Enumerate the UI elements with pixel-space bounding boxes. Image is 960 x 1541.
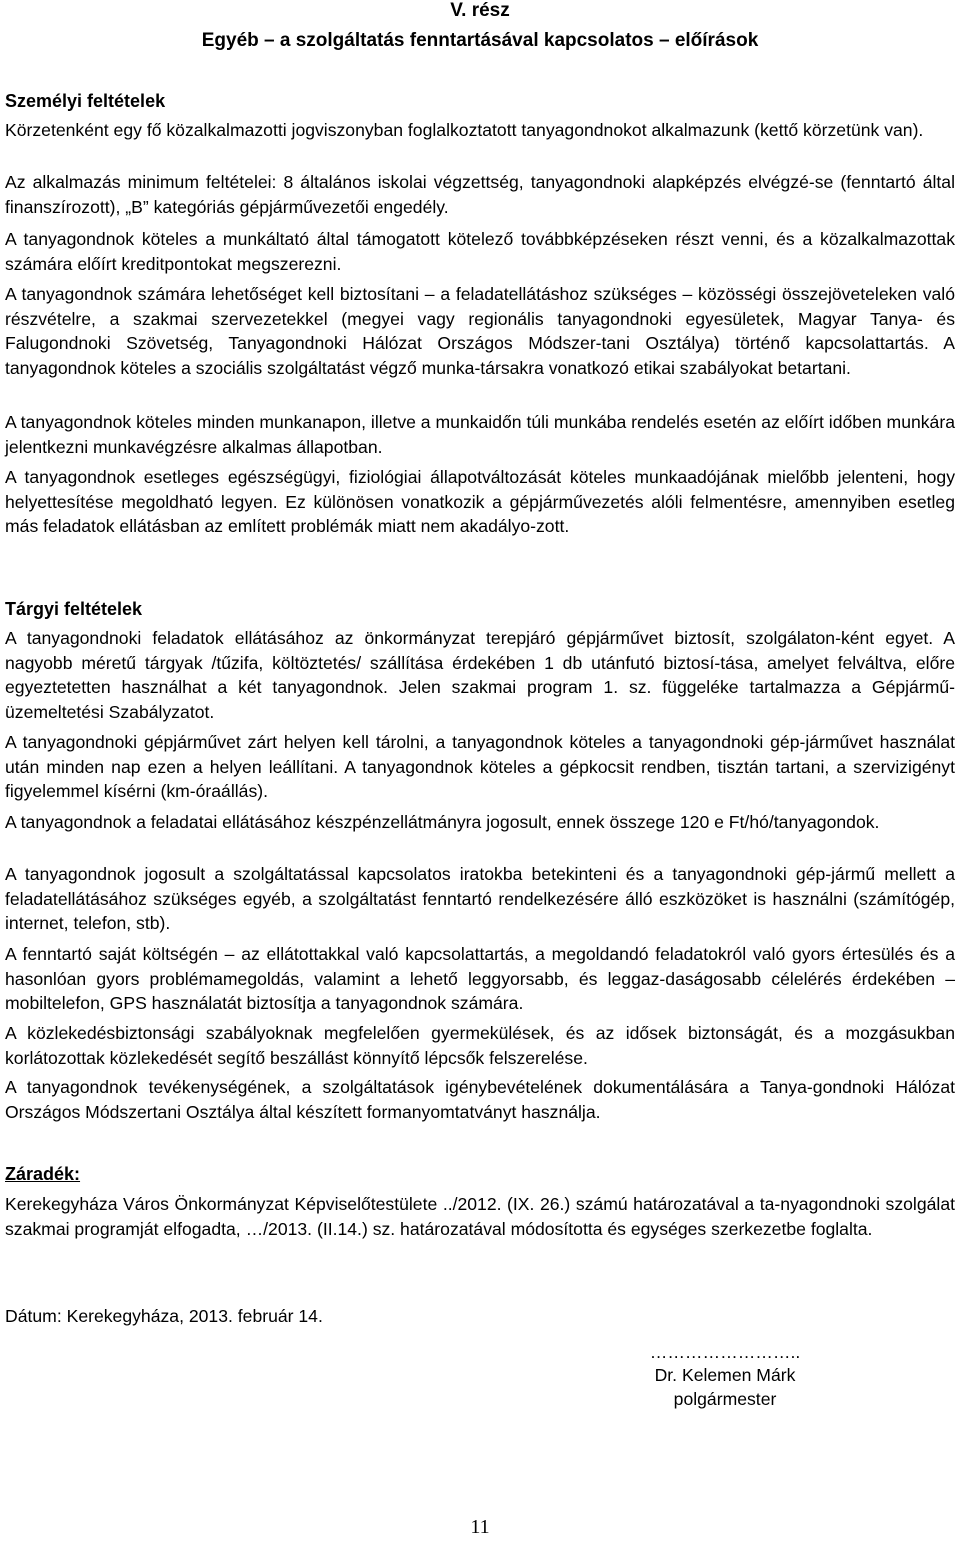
section-heading-clause: Záradék: xyxy=(5,1164,81,1184)
page-title: Egyéb – a szolgáltatás fenntartásával kapcsolatos – előírások xyxy=(201,30,759,51)
signatory-name: Dr. Kelemen Márk xyxy=(654,1365,796,1385)
paragraph: A tanyagondnok a feladatai ellátásához készpénzellátmányra jogosult, ennek összege 120 e Ft/hó/tanyagondok. xyxy=(5,812,880,832)
paragraph: A közlekedésbiztonsági szabályoknak megfelelően gyermekülések, és az idősek biztonságát, és a mozgásukban korlátozottak közlekedését segítő beszállást könnyítő lépcsők felszerelése. xyxy=(5,1023,955,1068)
signature-line: …………………….. xyxy=(649,1342,801,1362)
paragraph: A tanyagondnok számára lehetőséget kell biztosítani – a feladatellátáshoz szükséges – közösségi összejöveteleken való részvételre, a szakmai szervezetekkel (megyei vagy regionális tanyagondnoki egyesületek, Magyar Tanya- és Falugondnoki Szövetség, Tanyagondnoki Hálózat Országos Módszer-tani Osztálya) történő kapcsolattartás. A tanyagondnok köteles a szociális szolgáltatást végző munka-társakra vonatkozó etikai szabályokat betartani. xyxy=(5,284,955,378)
paragraph: A tanyagondnok köteles a munkáltató által támogatott kötelező továbbképzéseken részt venni, és a közalkalmazottak számára előírt kreditpontokat megszerezni. xyxy=(5,229,955,274)
date-line: Dátum: Kerekegyháza, 2013. február 14. xyxy=(5,1306,323,1326)
paragraph: A fenntartó saját költségén – az ellátottakkal való kapcsolattartás, a megoldandó feladatokról való gyors értesülés és a hasonlóan gyors problémamegoldás, valamint a lehető leggyorsabb, és leggaz-daságosabb célelérés érdekében – mobiltelefon, GPS használatát biztosítja a tanyagondnok számára. xyxy=(5,944,955,1013)
paragraph: A tanyagondnok esetleges egészségügyi, fiziológiai állapotváltozását köteles munkaadójának mielőbb jelenteni, hogy helyettesítése megoldható legyen. Ez különösen vonatkozik a gépjárművezetés alóli felmentésre, amennyiben esetleg más feladatok ellátásban az említett problémák miatt nem akadályo-zott. xyxy=(5,467,955,536)
paragraph: A tanyagondnok köteles minden munkanapon, illetve a munkaidőn túli munkába rendelés esetén az előírt időben munkára jelentkezni munkavégzésre alkalmas állapotban. xyxy=(5,412,955,457)
paragraph: Az alkalmazás minimum feltételei: 8 általános iskolai végzettség, tanyagondnoki alapképzés elvégzé-se (fenntartó által finanszírozott), „B” kategóriás gépjárművezetői engedély. xyxy=(5,172,955,217)
paragraph: Körzetenként egy fő közalkalmazotti jogviszonyban foglalkoztatott tanyagondnokot alkalmazunk (kettő körzetünk van). xyxy=(5,120,924,140)
section-heading-personal: Személyi feltételek xyxy=(5,91,166,111)
paragraph: A tanyagondnoki feladatok ellátásához az önkormányzat terepjáró gépjárművet biztosít, szolgálaton-ként egyet. A nagyobb méretű tárgyak /tűzifa, költöztetés/ szállítása érdekében 1 db utánfutó biztosí-tása, amelyet felváltva, előre egyeztetetten használhat a két tanyagondnok. Jelen szakmai program 1. sz. függeléke tartalmazza a Gépjármű-üzemeltetési Szabályzatot. xyxy=(5,628,955,722)
paragraph: A tanyagondnok tevékenységének, a szolgáltatások igénybevételének dokumentálására a Tanya-gondnoki Hálózat Országos Módszertani Osztálya által készített formanyomtatványt használja. xyxy=(5,1077,955,1122)
section-heading-material: Tárgyi feltételek xyxy=(5,599,143,619)
part-heading: V. rész xyxy=(450,0,510,21)
paragraph: A tanyagondnoki gépjárművet zárt helyen kell tárolni, a tanyagondnok köteles a tanyagondnoki gép-járművet használat után minden nap ezen a helyen leállítani. A tanyagondnok köteles a gépkocsit rendben, tisztán tartani, a szervizigényt figyelemmel kísérni (km-óraállás). xyxy=(5,732,955,801)
page-number: 11 xyxy=(470,1516,490,1538)
paragraph: A tanyagondnok jogosult a szolgáltatással kapcsolatos iratokba betekinteni és a tanyagondnoki gép-jármű mellett a feladatellátásához szükséges egyéb, a szolgáltatást fenntartó rendelkezésére álló eszközöket is használni (számítógép, internet, telefon, stb). xyxy=(5,864,955,933)
clause-text: Kerekegyháza Város Önkormányzat Képviselőtestülete ../2012. (IX. 26.) számú határozatával a ta-nyagondnoki szolgálat szakmai programját elfogadta, …/2013. (II.14.) sz. határozatával módosította és egységes szerkezetbe foglalta. xyxy=(5,1194,955,1239)
signatory-title: polgármester xyxy=(673,1389,777,1409)
